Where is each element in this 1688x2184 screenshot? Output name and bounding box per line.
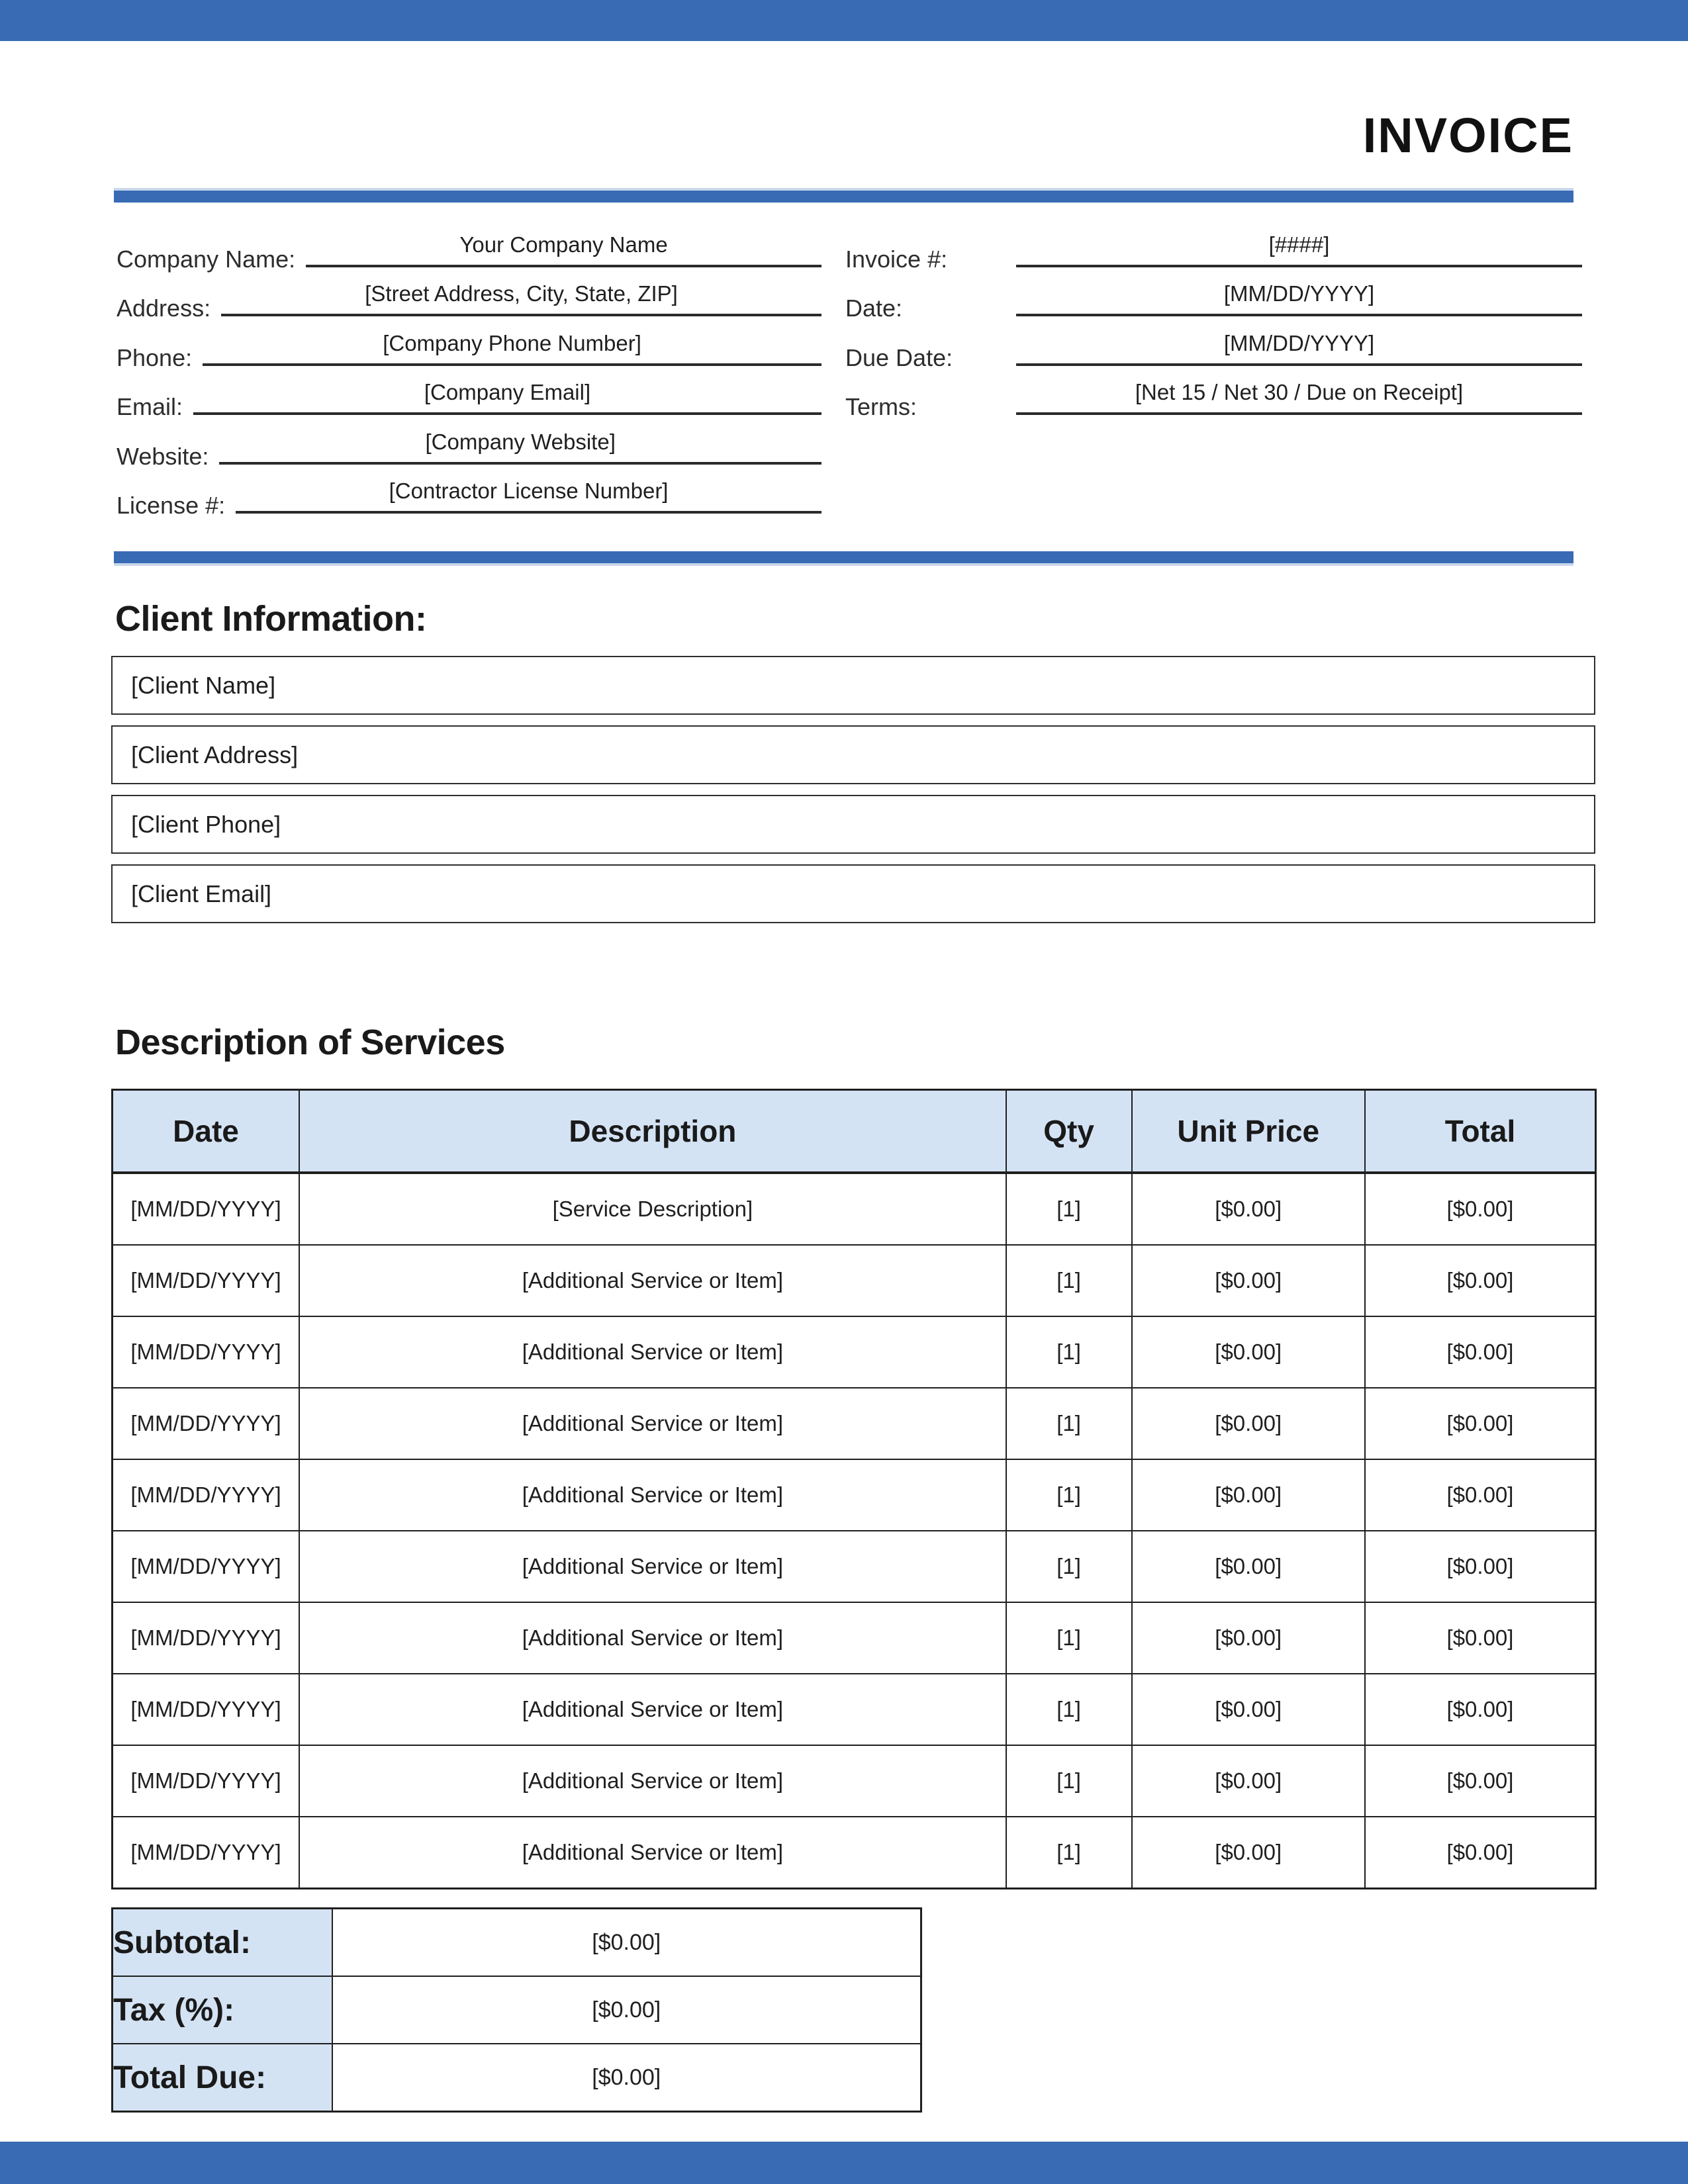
fill-in-field-row <box>117 316 821 371</box>
totals-table-body <box>113 1909 921 2112</box>
service-row <box>113 1674 1596 1745</box>
bottom-accent-bar <box>0 2142 1688 2184</box>
field-label: License #: <box>117 492 226 519</box>
service-unit-price-cell[interactable]: [$0.00] <box>1132 1245 1366 1316</box>
total-row-label: Subtotal: <box>113 1909 332 1977</box>
service-total-cell[interactable]: [$0.00] <box>1365 1531 1596 1602</box>
fill-in-field-row <box>117 218 821 273</box>
service-date-cell[interactable]: [MM/DD/YYYY] <box>113 1602 300 1674</box>
field-label: Website: <box>117 442 209 470</box>
header-divider-bottom <box>114 551 1573 566</box>
service-qty-cell[interactable]: [1] <box>1006 1745 1132 1817</box>
fill-in-field-row <box>117 366 821 420</box>
service-unit-price-cell[interactable]: [$0.00] <box>1132 1173 1366 1245</box>
service-unit-price-cell[interactable]: [$0.00] <box>1132 1531 1366 1602</box>
service-qty-cell[interactable]: [1] <box>1006 1674 1132 1745</box>
service-qty-cell[interactable]: [1] <box>1006 1316 1132 1388</box>
services-table <box>111 1089 1597 1889</box>
service-total-cell[interactable]: [$0.00] <box>1365 1745 1596 1817</box>
service-row <box>113 1745 1596 1817</box>
fill-in-field-row <box>845 316 1582 371</box>
service-row <box>113 1602 1596 1674</box>
company-info <box>117 218 821 519</box>
service-total-cell[interactable]: [$0.00] <box>1365 1459 1596 1531</box>
field-value-blank[interactable]: [Contractor License Number] <box>236 478 821 514</box>
service-total-cell[interactable]: [$0.00] <box>1365 1602 1596 1674</box>
client-field-box[interactable]: [Client Name] <box>111 656 1595 715</box>
service-row <box>113 1817 1596 1889</box>
service-total-cell[interactable]: [$0.00] <box>1365 1316 1596 1388</box>
total-row <box>113 2044 921 2112</box>
field-label: Address: <box>117 295 211 322</box>
fill-in-field-row <box>845 267 1582 322</box>
service-date-cell[interactable]: [MM/DD/YYYY] <box>113 1817 300 1889</box>
total-row <box>113 1909 921 1977</box>
totals-table <box>111 1907 922 2113</box>
field-value-blank[interactable]: Your Company Name <box>306 232 821 267</box>
total-row-label: Tax (%): <box>113 1976 332 2044</box>
service-date-cell[interactable]: [MM/DD/YYYY] <box>113 1459 300 1531</box>
service-date-cell[interactable]: [MM/DD/YYYY] <box>113 1316 300 1388</box>
field-value-blank[interactable]: [Company Email] <box>193 380 821 415</box>
fill-in-field-row <box>117 415 821 470</box>
description-of-services-heading: Description of Services <box>115 1023 505 1062</box>
service-description-cell[interactable]: [Additional Service or Item] <box>299 1459 1006 1531</box>
service-description-cell[interactable]: [Service Description] <box>299 1173 1006 1245</box>
service-unit-price-cell[interactable]: [$0.00] <box>1132 1745 1366 1817</box>
service-unit-price-cell[interactable]: [$0.00] <box>1132 1316 1366 1388</box>
client-field-box[interactable]: [Client Email] <box>111 864 1595 923</box>
client-info-boxes <box>111 656 1595 934</box>
service-description-cell[interactable]: [Additional Service or Item] <box>299 1316 1006 1388</box>
service-row <box>113 1316 1596 1388</box>
service-total-cell[interactable]: [$0.00] <box>1365 1817 1596 1889</box>
service-unit-price-cell[interactable]: [$0.00] <box>1132 1388 1366 1459</box>
service-date-cell[interactable]: [MM/DD/YYYY] <box>113 1245 300 1316</box>
service-qty-cell[interactable]: [1] <box>1006 1602 1132 1674</box>
total-row-value[interactable]: [$0.00] <box>332 1909 921 1977</box>
total-row-label: Total Due: <box>113 2044 332 2112</box>
column-header-qty: Qty <box>1006 1090 1132 1173</box>
column-header-description: Description <box>299 1090 1006 1173</box>
service-unit-price-cell[interactable]: [$0.00] <box>1132 1674 1366 1745</box>
column-header-date: Date <box>113 1090 300 1173</box>
column-header-total: Total <box>1365 1090 1596 1173</box>
service-qty-cell[interactable]: [1] <box>1006 1817 1132 1889</box>
service-qty-cell[interactable]: [1] <box>1006 1459 1132 1531</box>
services-header-row <box>113 1090 1596 1173</box>
client-field-box[interactable]: [Client Phone] <box>111 795 1595 854</box>
field-label: Email: <box>117 393 183 420</box>
service-row <box>113 1459 1596 1531</box>
service-unit-price-cell[interactable]: [$0.00] <box>1132 1817 1366 1889</box>
service-date-cell[interactable]: [MM/DD/YYYY] <box>113 1173 300 1245</box>
field-value-blank[interactable]: [####] <box>1016 232 1582 267</box>
service-date-cell[interactable]: [MM/DD/YYYY] <box>113 1388 300 1459</box>
header-divider-top <box>114 188 1573 203</box>
field-value-blank[interactable]: [MM/DD/YYYY] <box>1016 331 1582 366</box>
service-row <box>113 1388 1596 1459</box>
fill-in-field-row <box>845 218 1582 273</box>
services-table-body <box>113 1173 1596 1889</box>
service-qty-cell[interactable]: [1] <box>1006 1388 1132 1459</box>
service-description-cell[interactable]: [Additional Service or Item] <box>299 1531 1006 1602</box>
fill-in-field-row <box>117 267 821 322</box>
service-description-cell[interactable]: [Additional Service or Item] <box>299 1674 1006 1745</box>
service-total-cell[interactable]: [$0.00] <box>1365 1388 1596 1459</box>
field-label: Terms: <box>845 393 917 420</box>
page-title: INVOICE <box>1362 108 1573 163</box>
service-row <box>113 1531 1596 1602</box>
field-label: Phone: <box>117 343 193 371</box>
service-total-cell[interactable]: [$0.00] <box>1365 1674 1596 1745</box>
service-description-cell[interactable]: [Additional Service or Item] <box>299 1817 1006 1889</box>
field-value-blank[interactable]: [MM/DD/YYYY] <box>1016 281 1582 316</box>
service-description-cell[interactable]: [Additional Service or Item] <box>299 1388 1006 1459</box>
service-qty-cell[interactable]: [1] <box>1006 1173 1132 1245</box>
client-information-heading: Client Information: <box>115 599 427 639</box>
total-row-value[interactable]: [$0.00] <box>332 2044 921 2112</box>
service-row <box>113 1245 1596 1316</box>
field-label: Invoice #: <box>845 245 948 273</box>
invoice-meta <box>845 218 1582 420</box>
field-label: Due Date: <box>845 343 953 371</box>
service-date-cell[interactable]: [MM/DD/YYYY] <box>113 1674 300 1745</box>
field-value-blank[interactable]: [Net 15 / Net 30 / Due on Receipt] <box>1016 380 1582 415</box>
service-unit-price-cell[interactable]: [$0.00] <box>1132 1602 1366 1674</box>
field-label: Date: <box>845 295 903 322</box>
column-header-unit-price: Unit Price <box>1132 1090 1366 1173</box>
service-row <box>113 1173 1596 1245</box>
service-date-cell[interactable]: [MM/DD/YYYY] <box>113 1745 300 1817</box>
service-description-cell[interactable]: [Additional Service or Item] <box>299 1745 1006 1817</box>
field-value-blank[interactable]: [Company Phone Number] <box>203 331 821 366</box>
client-field-box[interactable]: [Client Address] <box>111 725 1595 784</box>
field-value-blank[interactable]: [Street Address, City, State, ZIP] <box>221 281 821 316</box>
service-total-cell[interactable]: [$0.00] <box>1365 1173 1596 1245</box>
service-date-cell[interactable]: [MM/DD/YYYY] <box>113 1531 300 1602</box>
service-qty-cell[interactable]: [1] <box>1006 1531 1132 1602</box>
total-row-value[interactable]: [$0.00] <box>332 1976 921 2044</box>
fill-in-field-row <box>117 465 821 519</box>
service-description-cell[interactable]: [Additional Service or Item] <box>299 1602 1006 1674</box>
field-label: Company Name: <box>117 245 296 273</box>
service-unit-price-cell[interactable]: [$0.00] <box>1132 1459 1366 1531</box>
service-total-cell[interactable]: [$0.00] <box>1365 1245 1596 1316</box>
service-description-cell[interactable]: [Additional Service or Item] <box>299 1245 1006 1316</box>
total-row <box>113 1976 921 2044</box>
fill-in-field-row <box>845 366 1582 420</box>
service-qty-cell[interactable]: [1] <box>1006 1245 1132 1316</box>
field-value-blank[interactable]: [Company Website] <box>219 430 821 465</box>
top-accent-bar <box>0 0 1688 41</box>
